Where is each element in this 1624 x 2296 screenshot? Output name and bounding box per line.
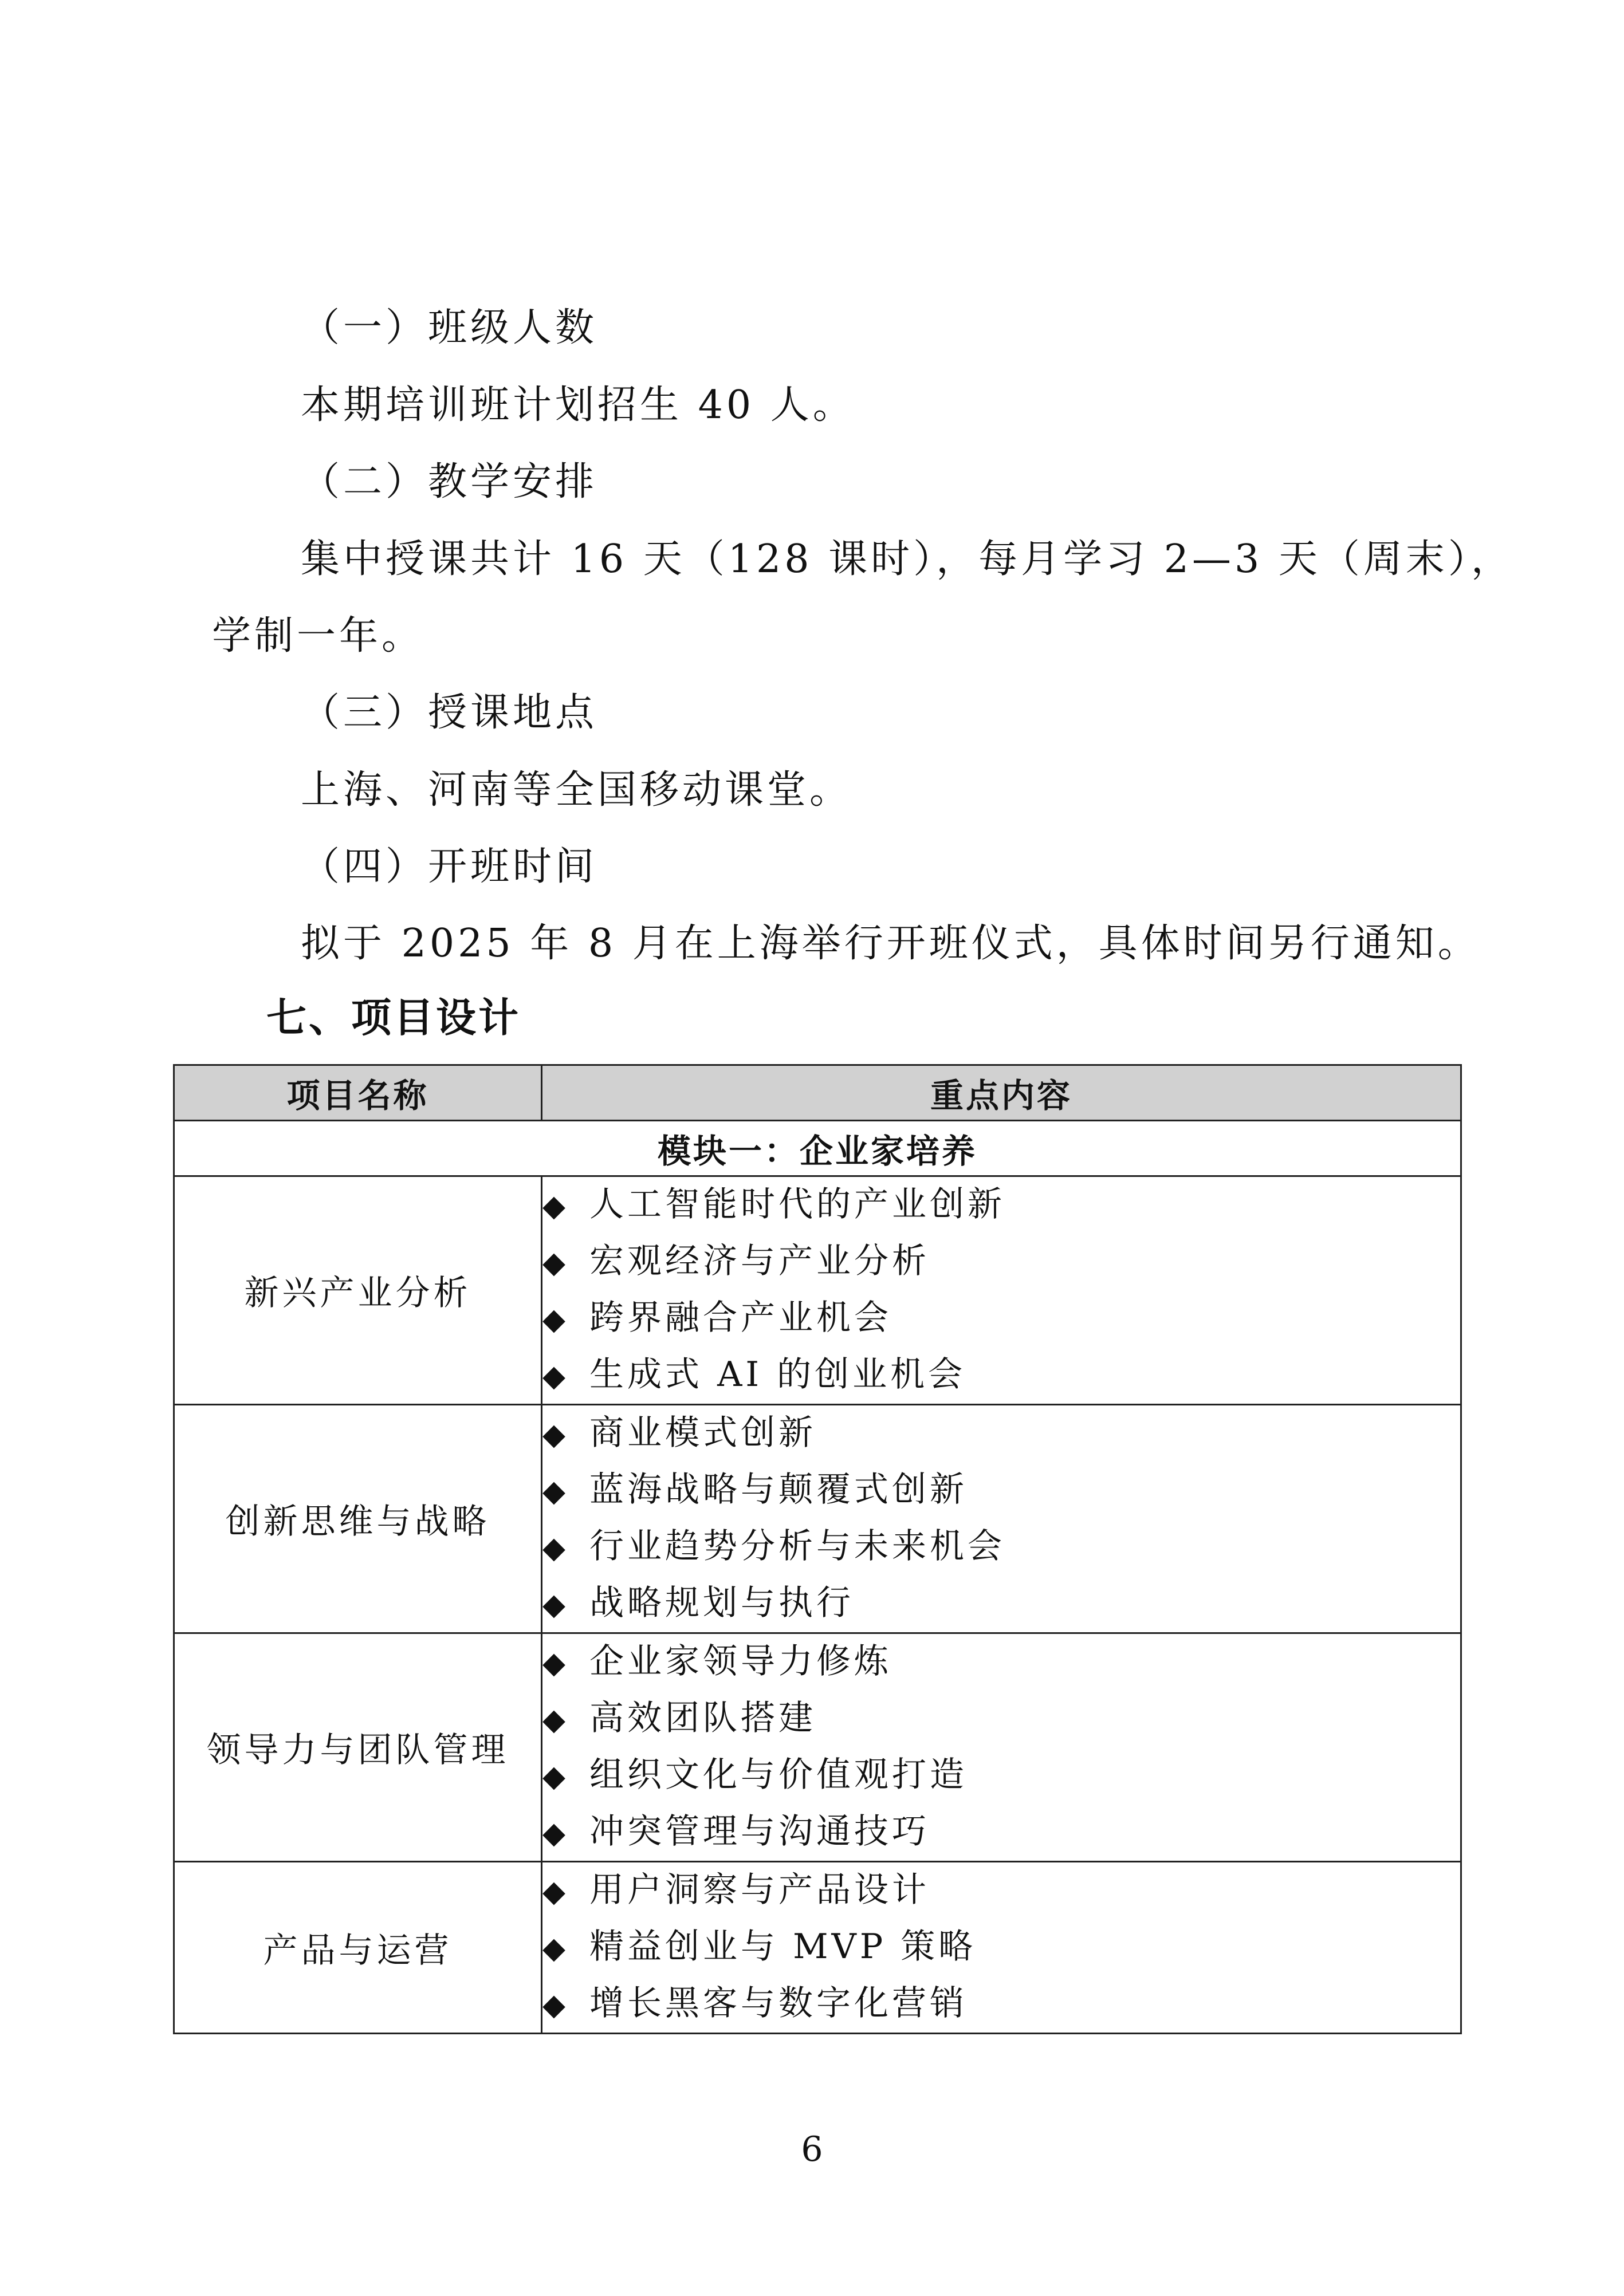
- row-content: [542, 1862, 1461, 2034]
- list-item: ◆ 人工智能时代的产业创新: [542, 1177, 1460, 1234]
- diamond-bullet-icon: ◆: [542, 1874, 569, 1909]
- list-item: ◆ 用户洞察与产品设计: [542, 1862, 1460, 1919]
- diamond-bullet-icon: ◆: [542, 1646, 569, 1680]
- list-item: ◆ 精益创业与 MVP 策略: [542, 1919, 1460, 1976]
- module-title: 模块一：企业家培养: [174, 1121, 1461, 1176]
- table-row: [174, 1405, 1461, 1633]
- header-project-name: 项目名称: [174, 1065, 542, 1121]
- row-name: 新兴产业分析: [174, 1176, 542, 1405]
- section-heading-project-design: 七、项目设计: [266, 994, 521, 1041]
- diamond-bullet-icon: ◆: [542, 1474, 569, 1509]
- list-item: ◆ 商业模式创新: [542, 1405, 1460, 1462]
- header-key-content: 重点内容: [542, 1065, 1461, 1121]
- list-item: ◆ 增长黑客与数字化营销: [542, 1976, 1460, 2033]
- module-row: [174, 1121, 1461, 1176]
- opening-text: 拟于 2025 年 8 月在上海举行开班仪式，具体时间另行通知。: [301, 921, 1480, 966]
- diamond-bullet-icon: ◆: [542, 1189, 569, 1223]
- list-item: ◆ 组织文化与价值观打造: [542, 1747, 1460, 1804]
- diamond-bullet-icon: ◆: [542, 1246, 569, 1280]
- list-item: ◆ 跨界融合产业机会: [542, 1290, 1460, 1347]
- location-heading: （三）授课地点: [301, 690, 598, 735]
- class-size-heading: （一）班级人数: [301, 305, 598, 350]
- diamond-bullet-icon: ◆: [542, 1703, 569, 1737]
- class-size-text: 本期培训班计划招生 40 人。: [301, 383, 855, 428]
- list-item: ◆ 宏观经济与产业分析: [542, 1234, 1460, 1290]
- row-name: 创新思维与战略: [174, 1405, 542, 1633]
- list-item: ◆ 行业趋势分析与未来机会: [542, 1519, 1460, 1576]
- table-row: [174, 1633, 1461, 1862]
- row-content: [542, 1633, 1461, 1862]
- list-item: ◆ 蓝海战略与颠覆式创新: [542, 1462, 1460, 1519]
- diamond-bullet-icon: ◆: [542, 1816, 569, 1850]
- teaching-text-line2: 学制一年。: [212, 613, 424, 659]
- teaching-heading: （二）教学安排: [301, 459, 598, 505]
- diamond-bullet-icon: ◆: [542, 1359, 569, 1393]
- table-row: [174, 1176, 1461, 1405]
- diamond-bullet-icon: ◆: [542, 1759, 569, 1794]
- teaching-text-line1: 集中授课共计 16 天（128 课时），每月学习 2—3 天（周末），: [301, 537, 1513, 582]
- diamond-bullet-icon: ◆: [542, 1588, 569, 1622]
- list-item: ◆ 高效团队搭建: [542, 1691, 1460, 1747]
- opening-heading: （四）开班时间: [301, 844, 598, 889]
- list-item: ◆ 生成式 AI 的创业机会: [542, 1347, 1460, 1404]
- diamond-bullet-icon: ◆: [542, 1302, 569, 1337]
- page-number: 6: [801, 2129, 823, 2169]
- table-header-row: [174, 1065, 1461, 1121]
- table-row: [174, 1862, 1461, 2034]
- list-item: ◆ 企业家领导力修炼: [542, 1634, 1460, 1691]
- diamond-bullet-icon: ◆: [542, 1417, 569, 1452]
- diamond-bullet-icon: ◆: [542, 1988, 569, 2022]
- list-item: ◆ 战略规划与执行: [542, 1576, 1460, 1632]
- location-text: 上海、河南等全国移动课堂。: [301, 767, 852, 813]
- list-item: ◆ 冲突管理与沟通技巧: [542, 1804, 1460, 1861]
- row-content: [542, 1176, 1461, 1405]
- row-name: 产品与运营: [174, 1862, 542, 2034]
- row-content: [542, 1405, 1461, 1633]
- project-design-table: [173, 1064, 1462, 2034]
- diamond-bullet-icon: ◆: [542, 1531, 569, 1565]
- row-name: 领导力与团队管理: [174, 1633, 542, 1862]
- diamond-bullet-icon: ◆: [542, 1931, 569, 1966]
